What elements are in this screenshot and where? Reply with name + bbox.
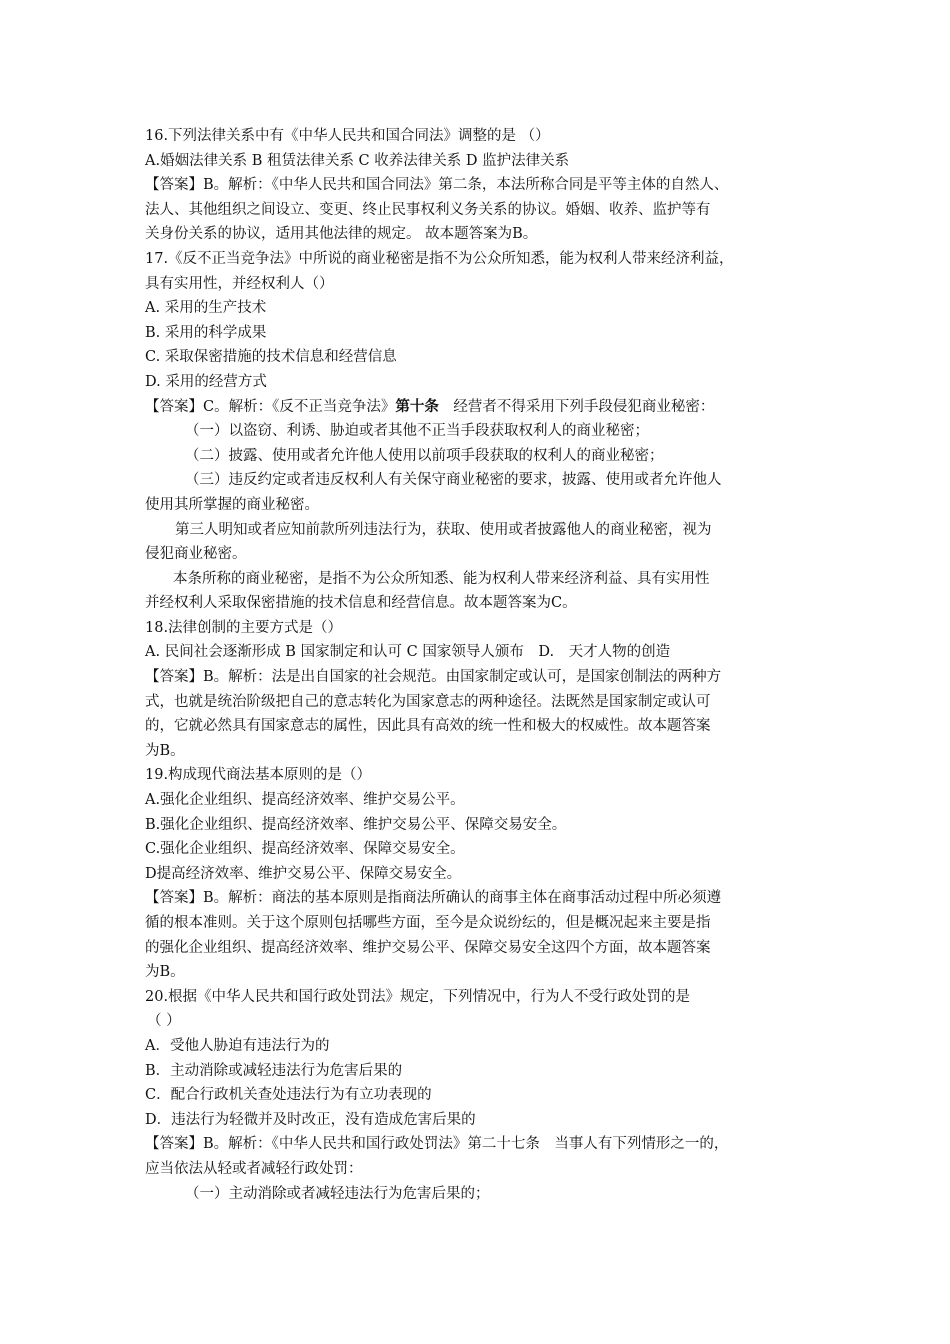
text-line: 【答案】B。解析：《中华人民共和国行政处罚法》第二十七条 当事人有下列情形之一的，: [145, 1136, 729, 1153]
text-line: （ ）: [147, 1013, 181, 1030]
text-line: D提高经济效率、维护交易公平、保障交易安全。: [145, 865, 462, 882]
document-page: [145, 124, 835, 1206]
text-line: （三）违反约定或者违反权利人有关保守商业秘密的要求，披露、使用或者允许他人: [185, 472, 722, 489]
text-line: [145, 395, 835, 420]
text-line: 具有实用性，并经权利人（）: [145, 275, 334, 292]
text-line: A．受他人胁迫有违法行为的: [145, 1037, 330, 1054]
text-line: （一）主动消除或者减轻违法行为危害后果的；: [185, 1185, 490, 1202]
text-line: 18.法律创制的主要方式是（）: [145, 619, 343, 636]
text-line: D. 采用的经营方式: [145, 373, 267, 390]
text-line: 侵犯商业秘密。: [145, 546, 247, 563]
text-line: B．主动消除或减轻违法行为危害后果的: [145, 1062, 403, 1079]
article-number-bold: 第十条: [395, 397, 439, 415]
text-line: C．配合行政机关查处违法行为有立功表现的: [145, 1087, 432, 1104]
text-line: 【答案】B。解析：《中华人民共和国合同法》第二条，本法所称合同是平等主体的自然人、: [145, 177, 729, 194]
text-line: D．违法行为轻微并及时改正，没有造成危害后果的: [145, 1111, 476, 1128]
text-line: 使用其所掌握的商业秘密。: [145, 496, 319, 513]
text-line: 19.构成现代商法基本原则的是（）: [145, 767, 372, 784]
text-line: 【答案】B。解析：商法的基本原则是指商法所确认的商事主体在商事活动过程中所必须遵: [145, 890, 722, 907]
text-line: 的强化企业组织、提高经济效率、维护交易公平、保障交易安全这四个方面，故本题答案: [145, 939, 711, 956]
answer-text: 【答案】C。解析：《反不正当竞争法》: [145, 398, 396, 415]
text-line: 为B。: [145, 964, 185, 981]
text-line: （二）披露、使用或者允许他人使用以前项手段获取的权利人的商业秘密；: [185, 447, 664, 464]
text-line: 式，也就是统治阶级把自己的意志转化为国家意志的两种途径。法既然是国家制定或认可: [145, 693, 711, 710]
text-line: A. 采用的生产技术: [145, 300, 267, 317]
text-line: 应当依法从轻或者减轻行政处罚：: [145, 1160, 363, 1177]
text-line: B.强化企业组织、提高经济效率、维护交易公平、保障交易安全。: [145, 816, 567, 833]
text-line: （一）以盗窃、利诱、胁迫或者其他不正当手段获取权利人的商业秘密；: [185, 423, 649, 440]
text-line: 法人、其他组织之间设立、变更、终止民事权利义务关系的协议。婚姻、收养、监护等有: [145, 201, 711, 218]
text-line: 并经权利人采取保密措施的技术信息和经营信息。故本题答案为C。: [145, 595, 577, 612]
text-line: 第三人明知或者应知前款所列违法行为，获取、使用或者披露他人的商业秘密，视为: [175, 521, 712, 538]
text-line: A. 民间社会逐渐形成 B 国家制定和认可 C 国家领导人颁布 D. 天才人物的创造: [145, 644, 671, 661]
text-line: 的，它就必然具有国家意志的属性，因此具有高效的统一性和极大的权威性。故本题答案: [145, 718, 711, 735]
text-line: 20.根据《中华人民共和国行政处罚法》规定，下列情况中，行为人不受行政处罚的是: [145, 988, 691, 1005]
text-line: A.婚姻法律关系 B 租赁法律关系 C 收养法律关系 D 监护法律关系: [145, 152, 570, 169]
text-line: 17.《反不正当竞争法》中所说的商业秘密是指不为公众所知悉，能为权利人带来经济利益，: [145, 250, 734, 267]
text-line: C.强化企业组织、提高经济效率、保障交易安全。: [145, 841, 465, 858]
text-line: A.强化企业组织、提高经济效率、维护交易公平。: [145, 792, 465, 809]
text-line: 本条所称的商业秘密，是指不为公众所知悉、能为权利人带来经济利益、具有实用性: [173, 570, 710, 587]
text-line: 循的根本准则。关于这个原则包括哪些方面，至今是众说纷纭的，但是概况起来主要是指: [145, 915, 711, 931]
text-line: 关身份关系的协议，适用其他法律的规定。 故本题答案为B。: [145, 226, 538, 243]
text-line: 为B。: [145, 742, 185, 759]
answer-text: 经营者不得采用下列手段侵犯商业秘密：: [438, 398, 715, 415]
text-line: 【答案】B。解析：法是出自国家的社会规范。由国家制定或认可，是国家创制法的两种方: [145, 669, 722, 686]
text-line: B. 采用的科学成果: [145, 324, 267, 341]
text-line: C. 采取保密措施的技术信息和经营信息: [145, 349, 397, 366]
text-line: 16.下列法律关系中有《中华人民共和国合同法》调整的是 （）: [145, 128, 550, 144]
